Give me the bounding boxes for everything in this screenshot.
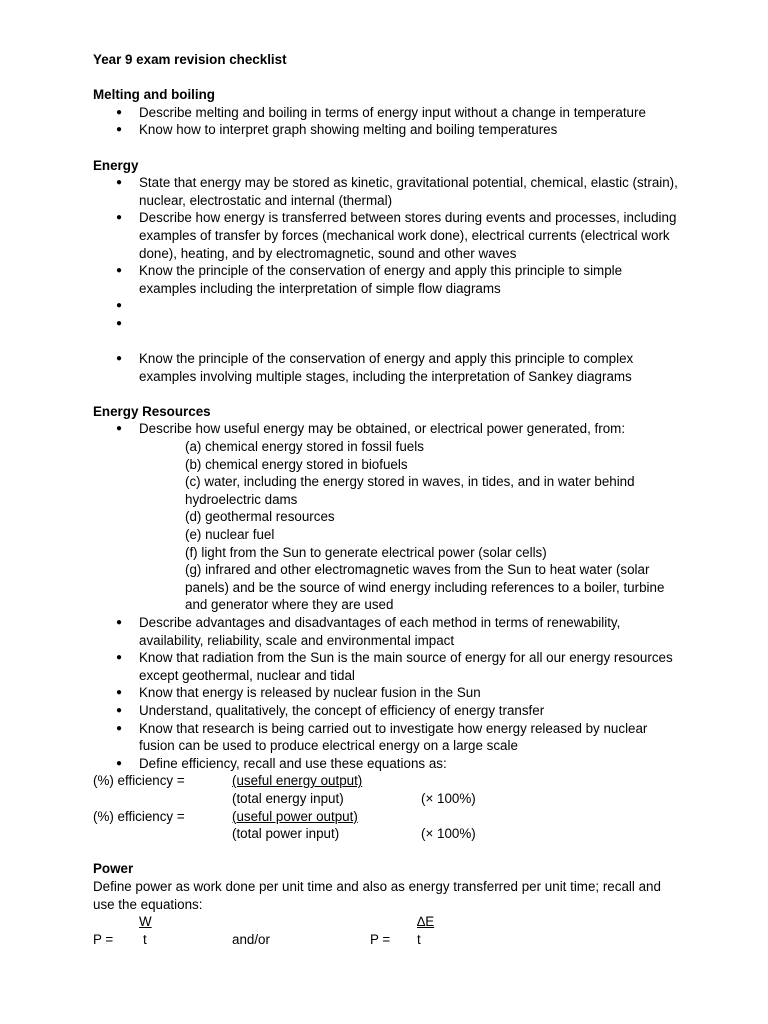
- energy-list: [93, 174, 683, 332]
- power-eq-a-lhs: P =: [93, 931, 114, 947]
- list-item: ● Describe advantages and disadvantages of each method in terms of renewability, availability, reliability, scale and environmental impact: [93, 614, 683, 649]
- sub-item: (e) nuclear fuel: [185, 527, 275, 543]
- equation-denominator: (total energy input): [232, 790, 344, 806]
- power-eq-b-denominator: t: [417, 931, 421, 947]
- resources-list-continued: [93, 614, 683, 772]
- equation-label: (%) efficiency =: [93, 808, 185, 824]
- power-description: Define power as work done per unit time and also as energy transferred per unit time; recall and use the equations:: [93, 878, 661, 912]
- equation-numerator: (useful energy output): [232, 773, 363, 789]
- section-heading-energy: Energy: [93, 157, 139, 173]
- resources-sublist: [93, 438, 683, 614]
- list-item: ● Know that energy is released by nuclear fusion in the Sun: [93, 684, 683, 702]
- equation-denominator: (total power input): [232, 826, 340, 842]
- and-or-text: and/or: [232, 931, 270, 947]
- sub-item: (b) chemical energy stored in biofuels: [185, 456, 408, 472]
- list-item: ● Know that radiation from the Sun is the main source of energy for all our energy resources except geothermal, nuclear and tidal: [93, 649, 683, 684]
- sub-item: (c) water, including the energy stored in waves, in tides, and in water behind hydroelectric dams: [185, 474, 635, 507]
- list-item: ● Define efficiency, recall and use these equations as:: [93, 755, 683, 773]
- list-item: ● Know the principle of the conservation of energy and apply this principle to complex examples involving multiple stages, including the interpretation of Sankey diagrams: [93, 350, 683, 385]
- sub-item: (d) geothermal resources: [185, 509, 335, 525]
- list-item: [93, 297, 683, 315]
- melting-list: [93, 104, 683, 139]
- equation-numerator: (useful power output): [232, 808, 358, 824]
- section-heading-power: Power: [93, 861, 134, 877]
- section-heading-melting: Melting and boiling: [93, 87, 215, 103]
- list-item: ● State that energy may be stored as kinetic, gravitational potential, chemical, elastic (strain), nuclear, electrostatic and internal (thermal): [93, 174, 683, 209]
- list-item: ● Describe how useful energy may be obtained, or electrical power generated, from:: [93, 420, 683, 438]
- document-page: [93, 51, 683, 948]
- power-eq-b-numerator: ∆E: [417, 914, 435, 930]
- power-eq-b-lhs: P =: [370, 931, 391, 947]
- power-equations: [93, 913, 683, 948]
- resources-list: [93, 420, 683, 438]
- equation-factor: (× 100%): [421, 826, 476, 842]
- efficiency-equation-energy: [93, 772, 683, 807]
- section-heading-resources: Energy Resources: [93, 403, 211, 419]
- list-item: [93, 315, 683, 333]
- list-item: ● Describe melting and boiling in terms of energy input without a change in temperature: [93, 104, 683, 122]
- list-item: ● Know the principle of the conservation of energy and apply this principle to simple examples including the interpretation of simple flow diagrams: [93, 262, 683, 297]
- power-eq-a-denominator: t: [143, 931, 147, 947]
- list-item: ● Understand, qualitatively, the concept of efficiency of energy transfer: [93, 702, 683, 720]
- sub-item: (g) infrared and other electromagnetic waves from the Sun to heat water (solar panels) and be the source of wind energy including references to a boiler, turbine and generator where they are used: [185, 562, 665, 613]
- list-item: ● Know how to interpret graph showing melting and boiling temperatures: [93, 121, 683, 139]
- efficiency-equation-power: [93, 808, 683, 843]
- document-title: Year 9 exam revision checklist: [93, 52, 287, 67]
- sub-item: (f) light from the Sun to generate electrical power (solar cells): [185, 544, 547, 560]
- equation-factor: (× 100%): [421, 790, 476, 806]
- equation-label: (%) efficiency =: [93, 773, 185, 789]
- energy-list-continued: [93, 350, 683, 385]
- list-item: ● Describe how energy is transferred between stores during events and processes, including examples of transfer by forces (mechanical work done), electrical currents (electrical work done), heating, and by electromagnetic, sound and other waves: [93, 209, 683, 262]
- sub-item: (a) chemical energy stored in fossil fuels: [185, 439, 424, 455]
- power-eq-a-numerator: W: [139, 914, 152, 930]
- list-item: ● Know that research is being carried out to investigate how energy released by nuclear fusion can be used to produce electrical energy on a large scale: [93, 720, 683, 755]
